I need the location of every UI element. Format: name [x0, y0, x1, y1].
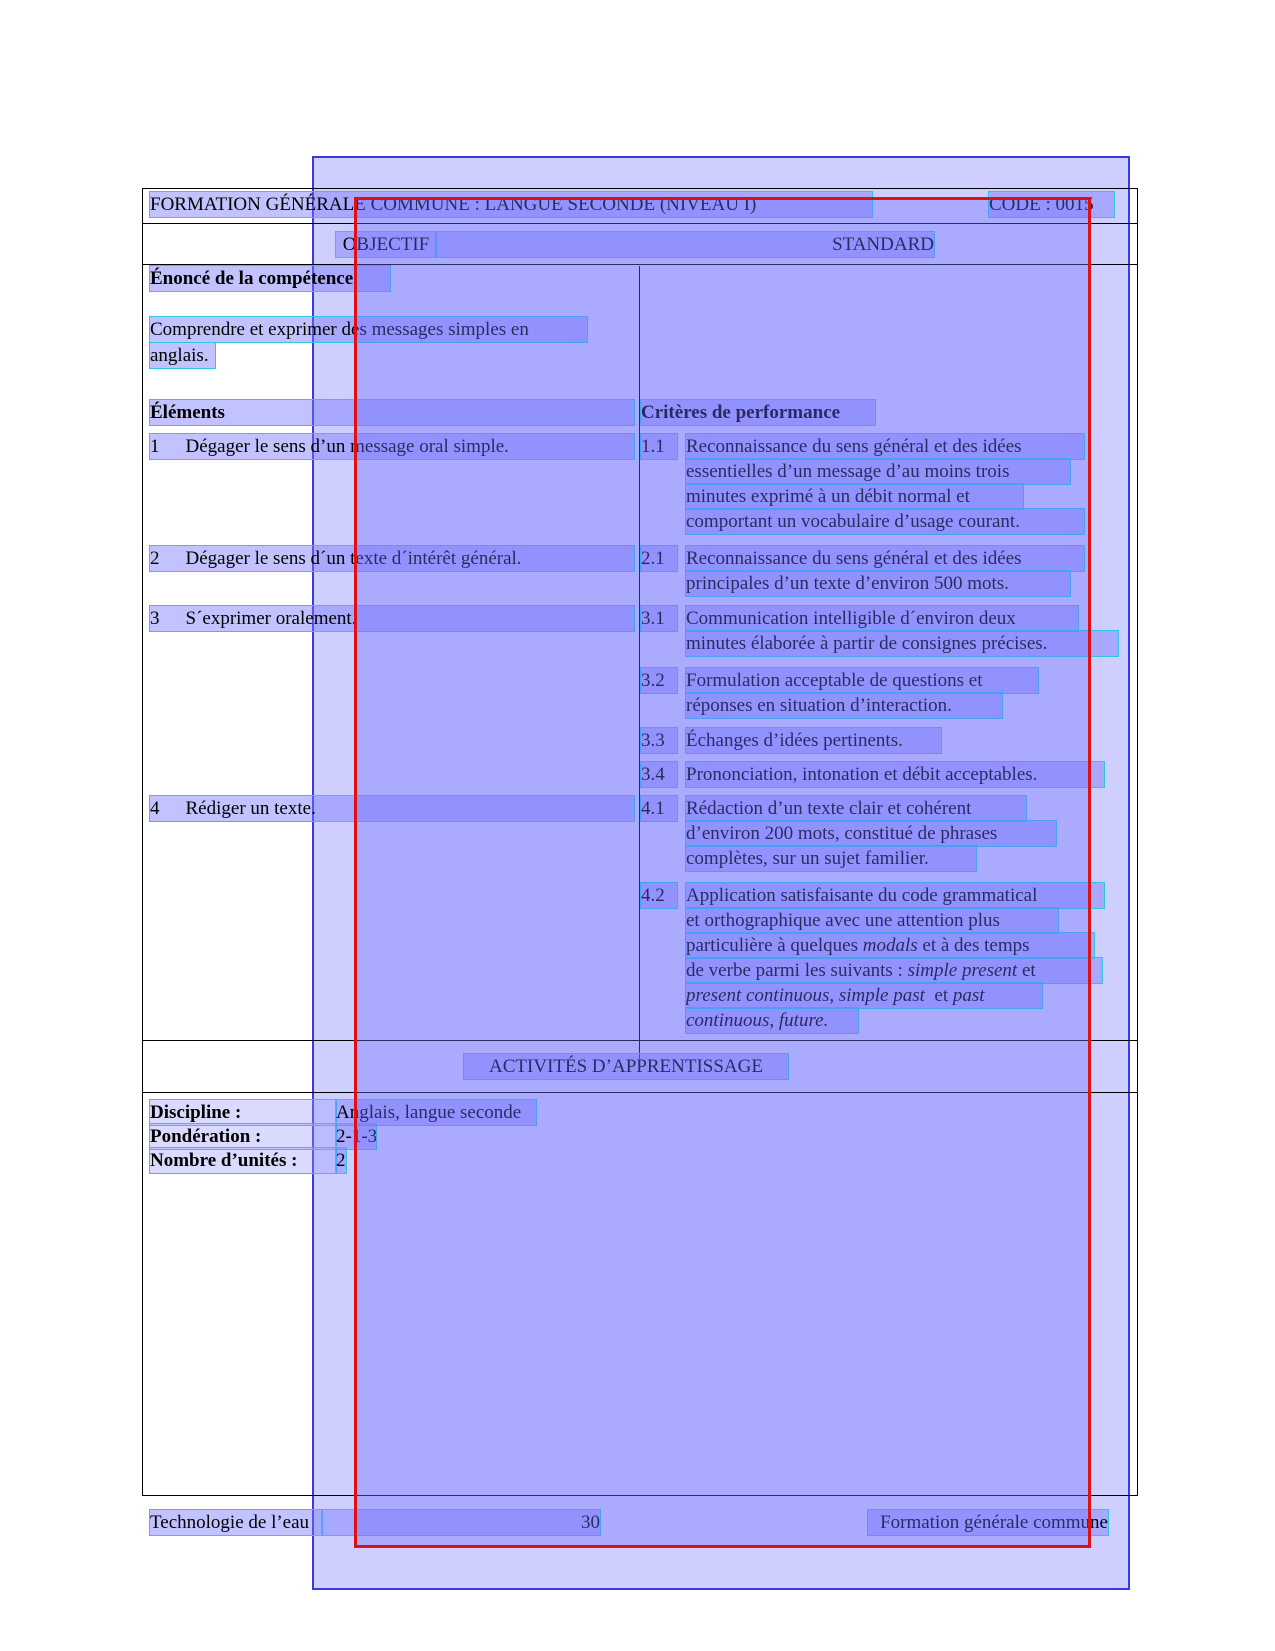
critere-line: complètes, sur un sujet familier.: [686, 846, 976, 871]
element-text: Rédiger un texte.: [185, 798, 316, 819]
critere-line: réponses en situation d’interaction.: [686, 693, 1002, 718]
critere-line: Reconnaissance du sens général et des idées: [686, 434, 1084, 459]
text-run: et: [924, 985, 953, 1006]
critere-line: Communication intelligible d´environ deux: [686, 606, 1078, 631]
element-number: 1: [150, 436, 160, 457]
element-text: S´exprimer oralement.: [185, 608, 357, 629]
enonce-line-1: Comprendre et exprimer des messages simples en: [150, 317, 587, 342]
critere-number: 4.2: [641, 883, 677, 908]
critere-line: Application satisfaisante du code grammatical: [686, 883, 1104, 908]
enonce-line-2: anglais.: [150, 343, 215, 368]
program-title: FORMATION GÉNÉRALE COMMUNE : LANGUE SECONDE (NIVEAU I): [150, 192, 872, 217]
column-objectif: OBJECTIF: [336, 232, 436, 257]
text-run: et à des temps: [917, 935, 1030, 956]
enonce-heading: Énoncé de la compétence: [150, 266, 390, 291]
footer-left: Technologie de l’eau: [150, 1510, 322, 1535]
critere-line: Reconnaissance du sens général et des idées: [686, 546, 1084, 571]
critere-line: et orthographique avec une attention plus: [686, 908, 1058, 933]
page-number: 30: [322, 1510, 600, 1535]
italic-term: modals: [862, 935, 918, 956]
selection-overlay-inner: [354, 197, 1091, 1548]
critere-number: 4.1: [641, 796, 677, 821]
italic-term: present continuous, simple past: [686, 985, 925, 1006]
footer-right: Formation générale commune: [868, 1510, 1108, 1535]
text-run: particulière à quelques: [686, 935, 863, 956]
critere-line: minutes élaborée à partir de consignes précises.: [686, 631, 1118, 656]
critere-number: 3.1: [641, 606, 677, 631]
course-code: CODE : 0015: [989, 192, 1114, 217]
column-standard: STANDARD: [436, 232, 934, 257]
element-number: 3: [150, 608, 160, 629]
ponderation-value: 2-1-3: [336, 1126, 378, 1147]
critere-line: minutes exprimé à un débit normal et: [686, 484, 1023, 509]
discipline-label: Discipline :: [150, 1100, 336, 1125]
critere-line: d’environ 200 mots, constitué de phrases: [686, 821, 1056, 846]
critere-line: Formulation acceptable de questions et: [686, 668, 1038, 693]
critere-line: principales d’un texte d’environ 500 mots.: [686, 571, 1070, 596]
critere-line: continuous, future.: [686, 1008, 858, 1033]
italic-term: past: [952, 985, 985, 1006]
critere-line: comportant un vocabulaire d’usage courant.: [686, 509, 1084, 534]
element-number: 4: [150, 798, 160, 819]
critere-number: 2.1: [641, 546, 677, 571]
critere-line: essentielles d’un message d’au moins trois: [686, 459, 1070, 484]
ponderation-label: Pondération :: [150, 1124, 336, 1149]
element-number: 2: [150, 548, 160, 569]
text-run: et: [1017, 960, 1036, 981]
element-text: Dégager le sens d´un texte d´intérêt général.: [185, 548, 522, 569]
critere-number: 3.4: [641, 762, 677, 787]
activites-title: ACTIVITÉS D’APPRENTISSAGE: [464, 1054, 788, 1079]
critere-line: Rédaction d’un texte clair et cohérent: [686, 796, 1026, 821]
critere-number: 1.1: [641, 434, 677, 459]
element-text: Dégager le sens d’un message oral simple.: [185, 436, 509, 457]
unites-value: 2: [336, 1150, 346, 1171]
text-run: de verbe parmi les suivants :: [686, 960, 908, 981]
critere-3-4: Prononciation, intonation et débit acceptables.: [686, 762, 1104, 787]
elements-heading: Éléments: [150, 400, 634, 425]
criteres-heading: Critères de performance: [641, 400, 875, 425]
unites-label: Nombre d’unités :: [150, 1148, 336, 1173]
critere-number: 3.2: [641, 668, 677, 693]
discipline-value: Anglais, langue seconde: [336, 1100, 536, 1125]
critere-3-3: Échanges d’idées pertinents.: [686, 728, 941, 753]
italic-term: simple present: [907, 960, 1018, 981]
critere-number: 3.3: [641, 728, 677, 753]
